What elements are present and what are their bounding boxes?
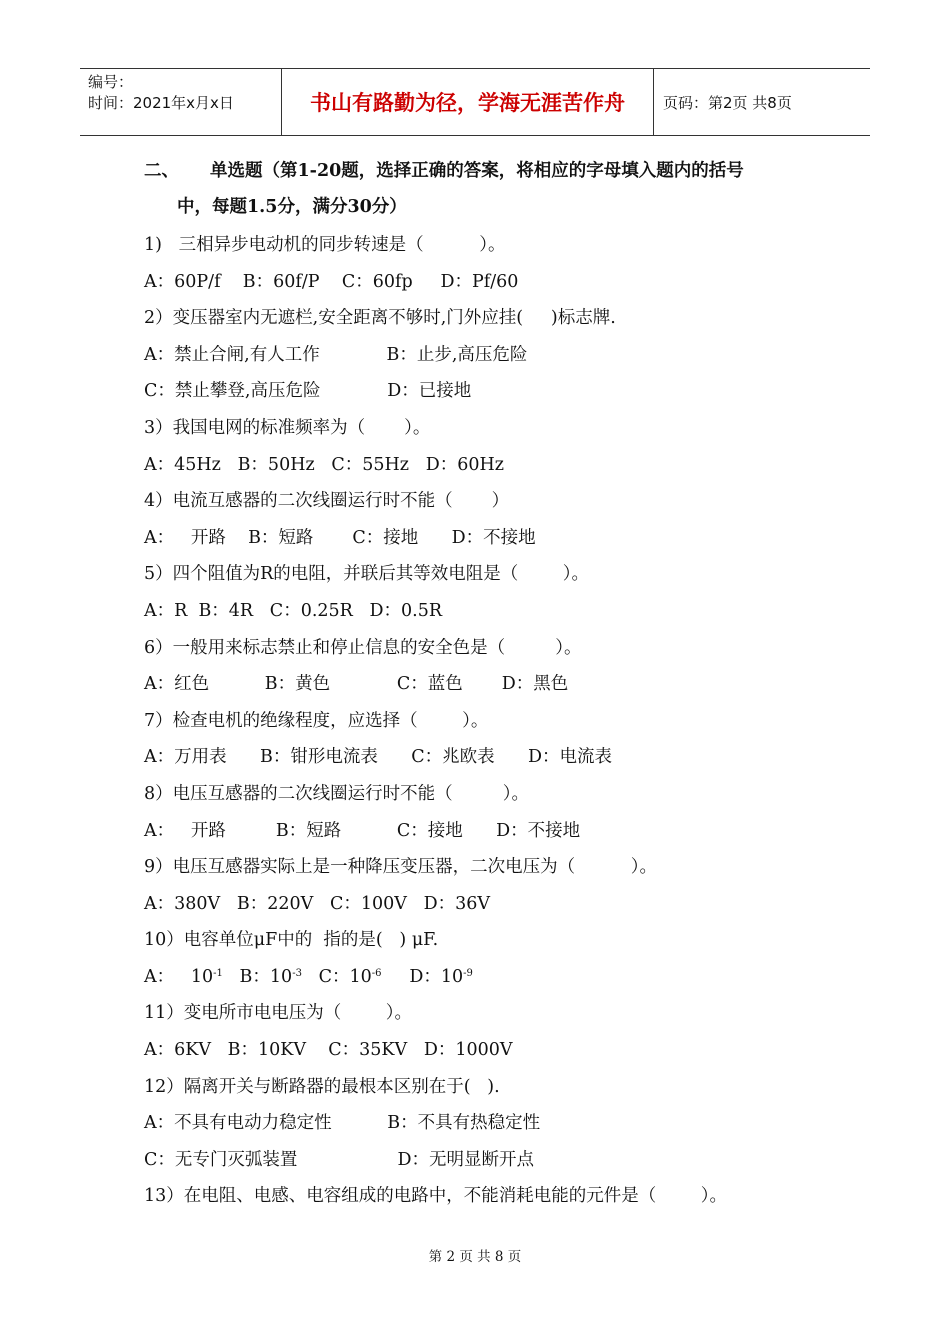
q10-option-d: D：10	[381, 966, 464, 987]
option-line: A：6KV B：10KV C：35KV D：1000V	[144, 1040, 513, 1061]
section-title-line2: 中，每题1.5分，满分30分）	[177, 197, 407, 217]
q10-option-b: B：10	[222, 966, 293, 987]
option-line: A：R B：4R C：0.25R D：0.5R	[144, 600, 443, 621]
question-line: 5）四个阻值为R的电阻，并联后其等效电阻是（ ）。	[144, 564, 590, 585]
option-line: A： 开路 B：短路 C：接地 D：不接地	[144, 527, 536, 548]
option-line: A：红色 B：黄色 C：蓝色 D：黑色	[144, 674, 569, 695]
question-line: 11）变电所市电电压为（ ）。	[144, 1003, 413, 1024]
option-line: A：380V B：220V C：100V D：36V	[144, 893, 491, 914]
question-line: 10）电容单位μF中的 指的是( ) μF.	[144, 930, 439, 951]
option-line: A：45Hz B：50Hz C：55Hz D：60Hz	[144, 454, 504, 475]
header-page-info: 页码：第2页 共8页	[663, 93, 792, 112]
section-number: 二、	[144, 161, 179, 181]
q10-option-d-exp: -9	[463, 967, 473, 979]
q10-option-a-exp: -1	[213, 967, 223, 979]
q10-option-a: A： 10	[144, 966, 214, 987]
page-header	[80, 68, 870, 136]
question-line: 12）隔离开关与断路器的最根本区别在于( ).	[144, 1076, 500, 1097]
question-line: 8）电压互感器的二次线圈运行时不能（ ）。	[144, 783, 529, 804]
header-meta	[80, 69, 281, 135]
option-line: C：禁止攀登,高压危险 D：已接地	[144, 381, 472, 402]
q10-option-b-exp: -3	[292, 967, 302, 979]
q10-option-c-exp: -6	[371, 967, 382, 979]
code-label: 编号：	[88, 73, 134, 91]
question-content	[144, 152, 824, 1215]
option-line: A：不具有电动力稳定性 B：不具有热稳定性	[144, 1113, 541, 1134]
option-line: C：无专门灭弧装置 D：无明显断开点	[144, 1149, 535, 1170]
q10-option-c: C：10	[301, 966, 372, 987]
question-line: 7）检查电机的绝缘程度，应选择（ ）。	[144, 710, 489, 731]
question-line: 9）电压互感器实际上是一种降压变压器，二次电压为（ ）。	[144, 857, 658, 878]
option-line-q10	[144, 959, 824, 996]
option-line: A：禁止合闸,有人工作 B：止步,高压危险	[144, 344, 528, 365]
section-title-line1: 单选题（第1-20题，选择正确的答案，将相应的字母填入题内的括号	[210, 161, 744, 181]
option-line: A： 开路 B：短路 C：接地 D：不接地	[144, 820, 581, 841]
question-line: 2）变压器室内无遮栏,安全距离不够时,门外应挂( )标志牌.	[144, 308, 616, 329]
question-line: 1) 三相异步电动机的同步转速是（ ）。	[144, 235, 506, 255]
option-line: A：万用表 B：钳形电流表 C：兆欧表 D：电流表	[144, 747, 613, 768]
question-line: 3）我国电网的标准频率为（ ）。	[144, 417, 431, 438]
option-line: A：60P/f B：60f/P C：60fp D：Pf/60	[144, 271, 519, 292]
question-line: 6）一般用来标志禁止和停止信息的安全色是（ ）。	[144, 637, 582, 658]
question-line: 13）在电阻、电感、电容组成的电路中，不能消耗电能的元件是（ ）。	[144, 1186, 728, 1207]
page-footer: 第 2 页 共 8 页	[428, 1249, 522, 1265]
question-line: 4）电流互感器的二次线圈运行时不能（ ）	[144, 491, 510, 512]
date-label: 时间：2021年x月x日	[88, 94, 234, 112]
section-title	[144, 152, 824, 190]
header-motto: 书山有路勤为径，学海无涯苦作舟	[281, 69, 654, 135]
